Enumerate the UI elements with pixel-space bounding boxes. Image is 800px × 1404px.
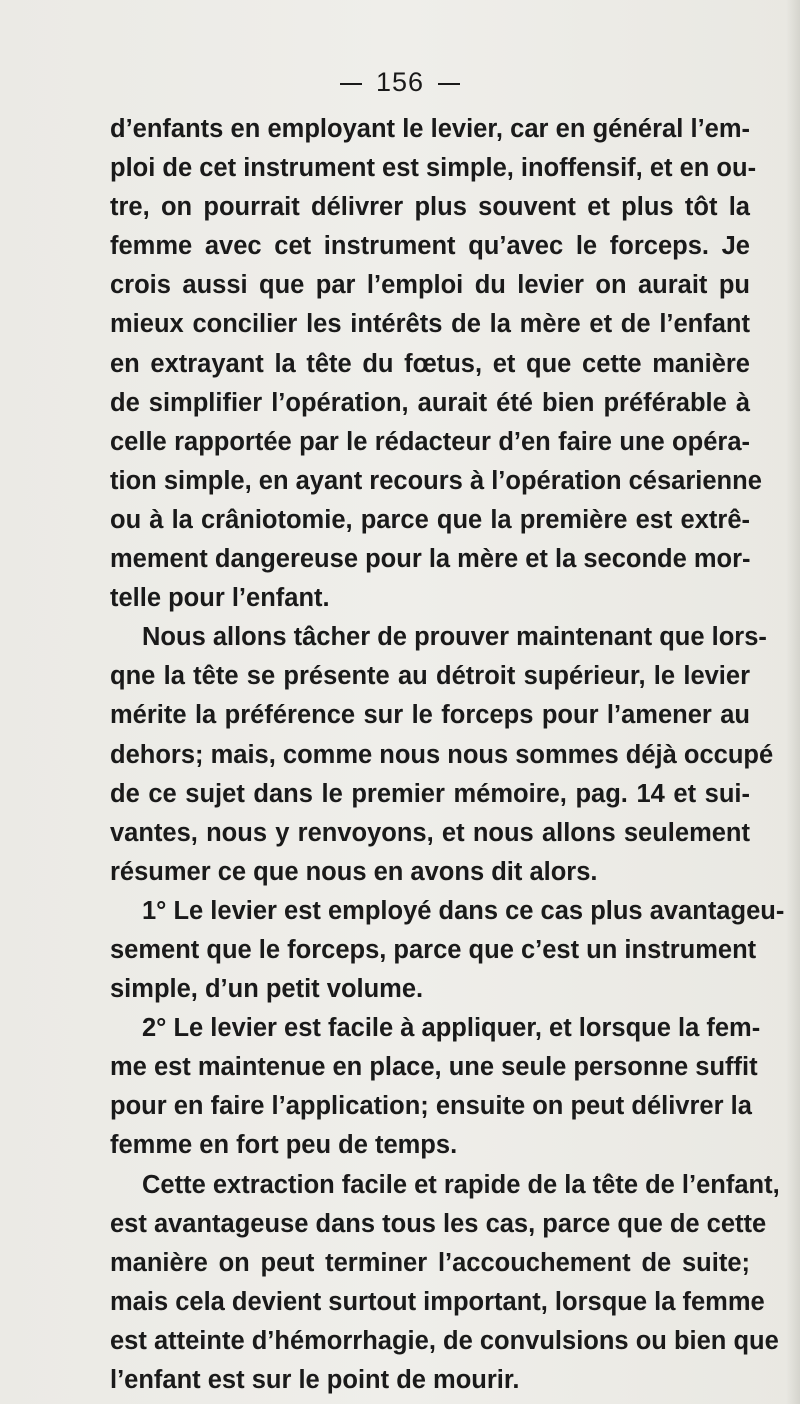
text-line: celle rapportée par le rédacteur d’en faire une opéra-	[110, 427, 750, 456]
text-line: de simplifier l’opération, aurait été bien préférable à	[110, 388, 750, 417]
paragraph-start: Nous allons tâcher de prouver maintenant que lors-	[142, 623, 767, 652]
body-text	[110, 110, 785, 1400]
text-line: résumer ce que nous en avons dit alors.	[110, 857, 598, 886]
text-line: simple, d’un petit volume.	[110, 975, 424, 1004]
page-header	[0, 66, 800, 98]
text-line: d’enfants en employant le levier, car en général l’em-	[110, 115, 750, 143]
list-item-2-start: 2° Le levier est facile à appliquer, et lorsque la fem-	[142, 1014, 761, 1043]
text-line: mérite la préférence sur le forceps pour l’amener au	[110, 701, 750, 730]
text-line: manière on peut terminer l’accouchement de suite;	[110, 1248, 750, 1277]
text-line: dehors; mais, comme nous nous sommes déjà occupé	[110, 740, 774, 769]
text-line: ploi de cet instrument est simple, inoffensif, et en ou-	[110, 154, 757, 183]
text-line: me est maintenue en place, une seule personne suffit	[110, 1053, 758, 1082]
text-line: vantes, nous y renvoyons, et nous allons seulement	[110, 818, 750, 847]
text-line: femme en fort peu de temps.	[110, 1131, 458, 1160]
text-line: est avantageuse dans tous les cas, parce que de cette	[110, 1209, 767, 1238]
text-line: est atteinte d’hémorrhagie, de convulsions ou bien que	[110, 1326, 779, 1355]
text-line: qne la tête se présente au détroit supérieur, le levier	[110, 662, 750, 691]
text-line: tre, on pourrait délivrer plus souvent et plus tôt la	[110, 193, 750, 222]
text-line: sement que le forceps, parce que c’est un instrument	[110, 935, 757, 964]
list-item-1-start: 1° Le levier est employé dans ce cas plus avantageu-	[142, 896, 785, 925]
paragraph-start: Cette extraction facile et rapide de la tête de l’enfant,	[142, 1170, 780, 1199]
text-line: pour en faire l’application; ensuite on peut délivrer la	[110, 1092, 752, 1121]
text-line: ou à la crâniotomie, parce que la première est extrê-	[110, 505, 750, 534]
page-number: 156	[375, 67, 425, 97]
text-line: mement dangereuse pour la mère et la seconde mor-	[110, 545, 751, 574]
header-dash-left	[340, 83, 362, 85]
text-line: crois aussi que par l’emploi du levier on aurait pu	[110, 271, 750, 300]
page-edge-shadow	[786, 0, 800, 1404]
header-dash-right	[438, 83, 460, 85]
text-line: en extrayant la tête du fœtus, et que cette manière	[110, 349, 750, 378]
text-line: telle pour l’enfant.	[110, 584, 330, 613]
text-line: mais cela devient surtout important, lorsque la femme	[110, 1287, 765, 1316]
text-line: de ce sujet dans le premier mémoire, pag. 14 et sui-	[110, 779, 750, 808]
text-line: mieux concilier les intérêts de la mère et de l’enfant	[110, 310, 750, 339]
text-line: tion simple, en ayant recours à l’opération césarienne	[110, 466, 762, 495]
text-line: femme avec cet instrument qu’avec le forceps. Je	[110, 232, 750, 261]
text-line: l’enfant est sur le point de mourir.	[110, 1366, 520, 1394]
